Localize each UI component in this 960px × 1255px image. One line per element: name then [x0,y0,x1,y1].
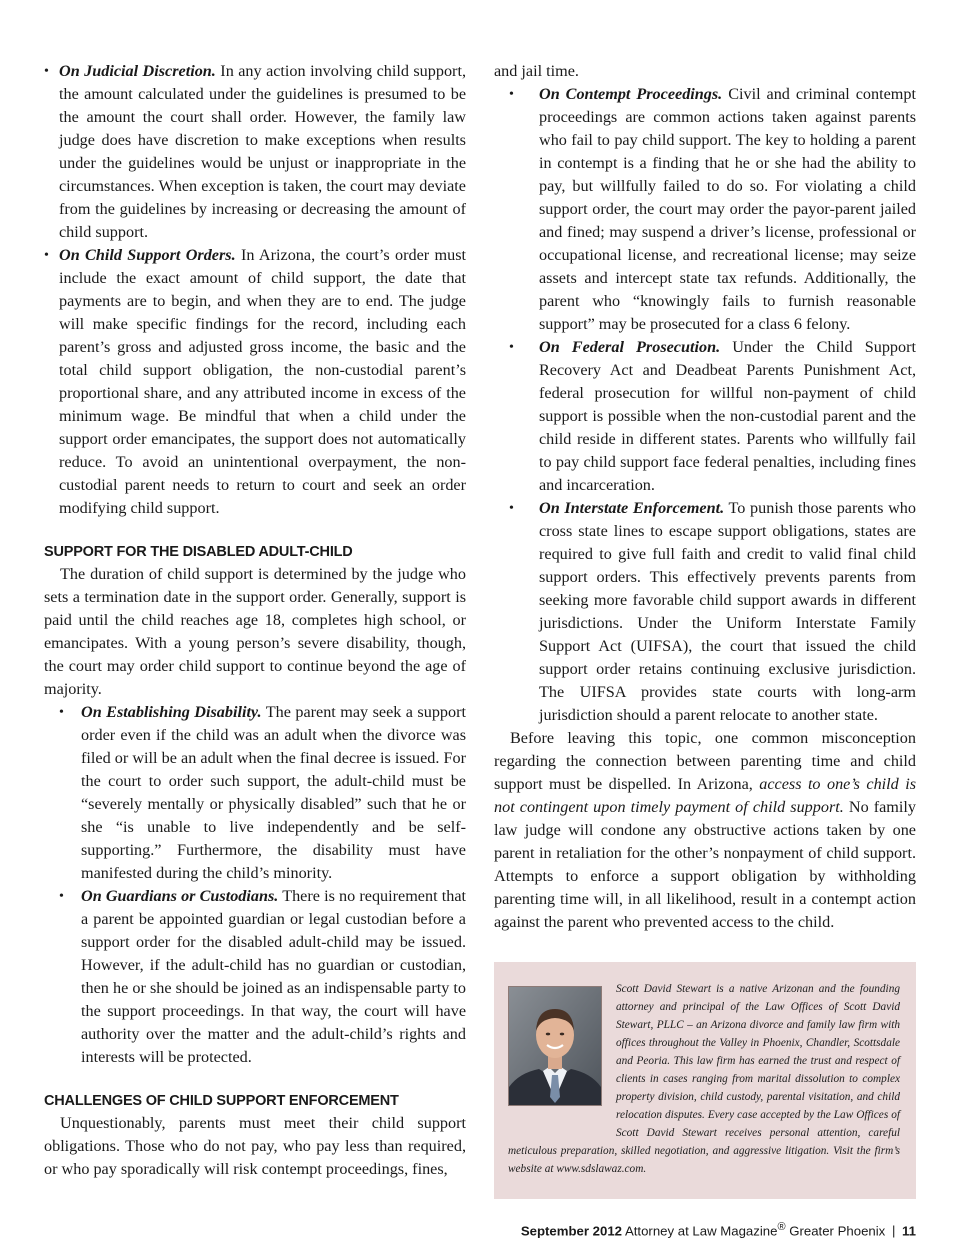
closing-text-end: No family law judge will condone any obstructive actions taken by one parent in retaliation for the other’s nonpayment of child support. Attempts to enforce a support obligation by withholding parenting time will, in all likelihood, result in a contempt action against the parent who prevented access to the child. [494,798,916,931]
bullet-lead: On Child Support Orders. [59,246,236,264]
support-paragraph: The duration of child support is determined by the judge who sets a termination date in the support order. Generally, support is paid until the child reaches age 18, completes high school, or emancipates. With a young person’s severe disability, though, the court may order child support to continue beyond the age of majority. [44,565,466,698]
footer-registered-mark: ® [777,1221,786,1233]
left-column [44,60,466,1181]
bullet-lead: On Establishing Disability. [81,703,262,721]
bullet-text: To punish those parents who cross state lines to escape support obligations, states are required to give full faith and credit to valid final child support orders. This effectively prevents parents from seeking more favorable child support awards in different jurisdictions. Under the Uniform Interstate Family Support Act (UIFSA), the court that issued the child support order retains continuing exclusive jurisdiction. The UIFSA provides state courts with long-arm jurisdiction should a parent relocate to another state. [539,499,916,724]
footer-magazine: Attorney at Law Magazine [624,1223,778,1239]
bullet-text: Under the Child Support Recovery Act and Deadbeat Parents Punishment Act, federal prosecution for willful non-payment of child support is possible when the non-custodial parent and the child reside in different states. Parents who willfully fail to pay child support face federal penalties, including fines and incarceration. [539,338,916,494]
bullet-federal-prosecution [539,336,916,497]
section-heading-disabled-adult-child: SUPPORT FOR THE DISABLED ADULT-CHILD [44,544,353,560]
bullet-list-enforcement [494,83,916,727]
bullet-text: The parent may seek a support order even if the child was an adult when the divorce was filed or will be an adult when the final decree is issued. For the court to order such support, the adult-child must be “severely mentally or physically disabled” such that he or she “is unable to live independently and be self-supporting.” Furthermore, the disability must have manifested during the child’s minority. [81,703,466,882]
closing-text-start: Before leaving this topic, one common misconception regarding the connection between parenting time and child support must be dispelled. In Arizona, [494,729,916,793]
bullet-list-top [44,60,466,520]
challenges-paragraph: Unquestionably, parents must meet their child support obligations. Those who do not pay, who pay less than required, or who pay sporadically will risk contempt proceedings, fines, [44,1114,466,1178]
footer-edition: Greater Phoenix [789,1223,886,1239]
bullet-child-support-orders [59,244,466,520]
bullet-text: In Arizona, the court’s order must include the exact amount of child support, the date that payments are to begin, and when they are to end. The judge will make specific findings for the record, including each parent’s gross and adjusted gross income, the basic and the total child support obligation, the non-custodial parent’s proportional share, and any attributed income in excess of the minimum wage. Be mindful that when a child under the support order emancipates, the support does not automatically reduce. To avoid an unintentional overpayment, the non-custodial parent needs to return to court and seek an order modifying child support. [59,246,466,517]
bullet-lead: On Federal Prosecution. [539,338,721,356]
bullet-lead: On Guardians or Custodians. [81,887,279,905]
bullet-establishing-disability [81,701,466,885]
bullet-contempt-proceedings [539,83,916,336]
footer-issue: September 2012 [520,1223,623,1239]
page-footer [521,1221,916,1238]
bullet-interstate-enforcement [539,497,916,727]
bullet-text: There is no requirement that a parent be appointed guardian or legal custodian before a support order for the disabled adult-child may be issued. However, if the adult-child has no guardian or custodian, then he or she should be joined as an indispensable party to the support proceedings. In that way, the court will have authority over the matter and the adult-child’s rights and interests will be protected. [81,887,466,1066]
bullet-text: In any action involving child support, the amount calculated under the guidelines is presumed to be the amount the court shall order. However, the family law judge does have discretion to make exceptions when results under the guidelines would be unjust or inappropriate in the circumstances. When exception is taken, the court may deviate from the guidelines by increasing or decreasing the amount of child support. [59,62,466,241]
bio-copy: Scott David Stewart is a native Arizonan and the founding attorney and principal of the Law Offices of Scott David Stewart, PLLC – an Arizona divorce and family law firm with offices throughout the Valley in Phoenix, Chandler, Scottsdale and Peoria. This law firm has earned the trust and respect of clients in cases ranging from marital dissolution to complex property division, child custody, parental visitation, and child relocation disputes. Every case accepted by the Law Offices of Scott David Stewart receives personal attention, careful meticulous preparation, skilled negotiation, and aggressive litigation. Visit the firm’s website at www.sdslawaz.com. [508,983,900,1175]
continuation-text: and jail time. [494,62,579,80]
photo-spacer [508,980,616,1132]
bullet-judicial-discretion [59,60,466,244]
page-number: 11 [902,1223,916,1239]
closing-emphasis: access to one’s child is not contingent upon timely payment of child support. [494,775,916,816]
bullet-guardians-custodians [81,885,466,1069]
author-bio-text [508,980,900,1178]
footer-separator: | [891,1223,896,1239]
bullet-list-support [44,701,466,1069]
bullet-text: Civil and criminal contempt proceedings are common actions taken against parents who fail to pay child support. The key to holding a parent in contempt is a finding that he or she had the ability to pay, but willfully failed to do so. For violating a child support order, the court may order the payor-parent jailed and fined; may suspend a driver’s license, professional or occupational license, and recreational license; may seize assets and intercept state tax refunds. Additionally, the parent who “knowingly fails to furnish reasonable support” may be prosecuted for a class 6 felony. [539,85,916,333]
section-heading-enforcement-challenges: CHALLENGES OF CHILD SUPPORT ENFORCEMENT [44,1093,399,1109]
bullet-lead: On Judicial Discretion. [59,62,216,80]
author-bio-box [494,962,916,1199]
bullet-lead: On Interstate Enforcement. [539,499,725,517]
closing-paragraph [494,727,916,934]
right-column [494,60,916,934]
bullet-lead: On Contempt Proceedings. [539,85,723,103]
